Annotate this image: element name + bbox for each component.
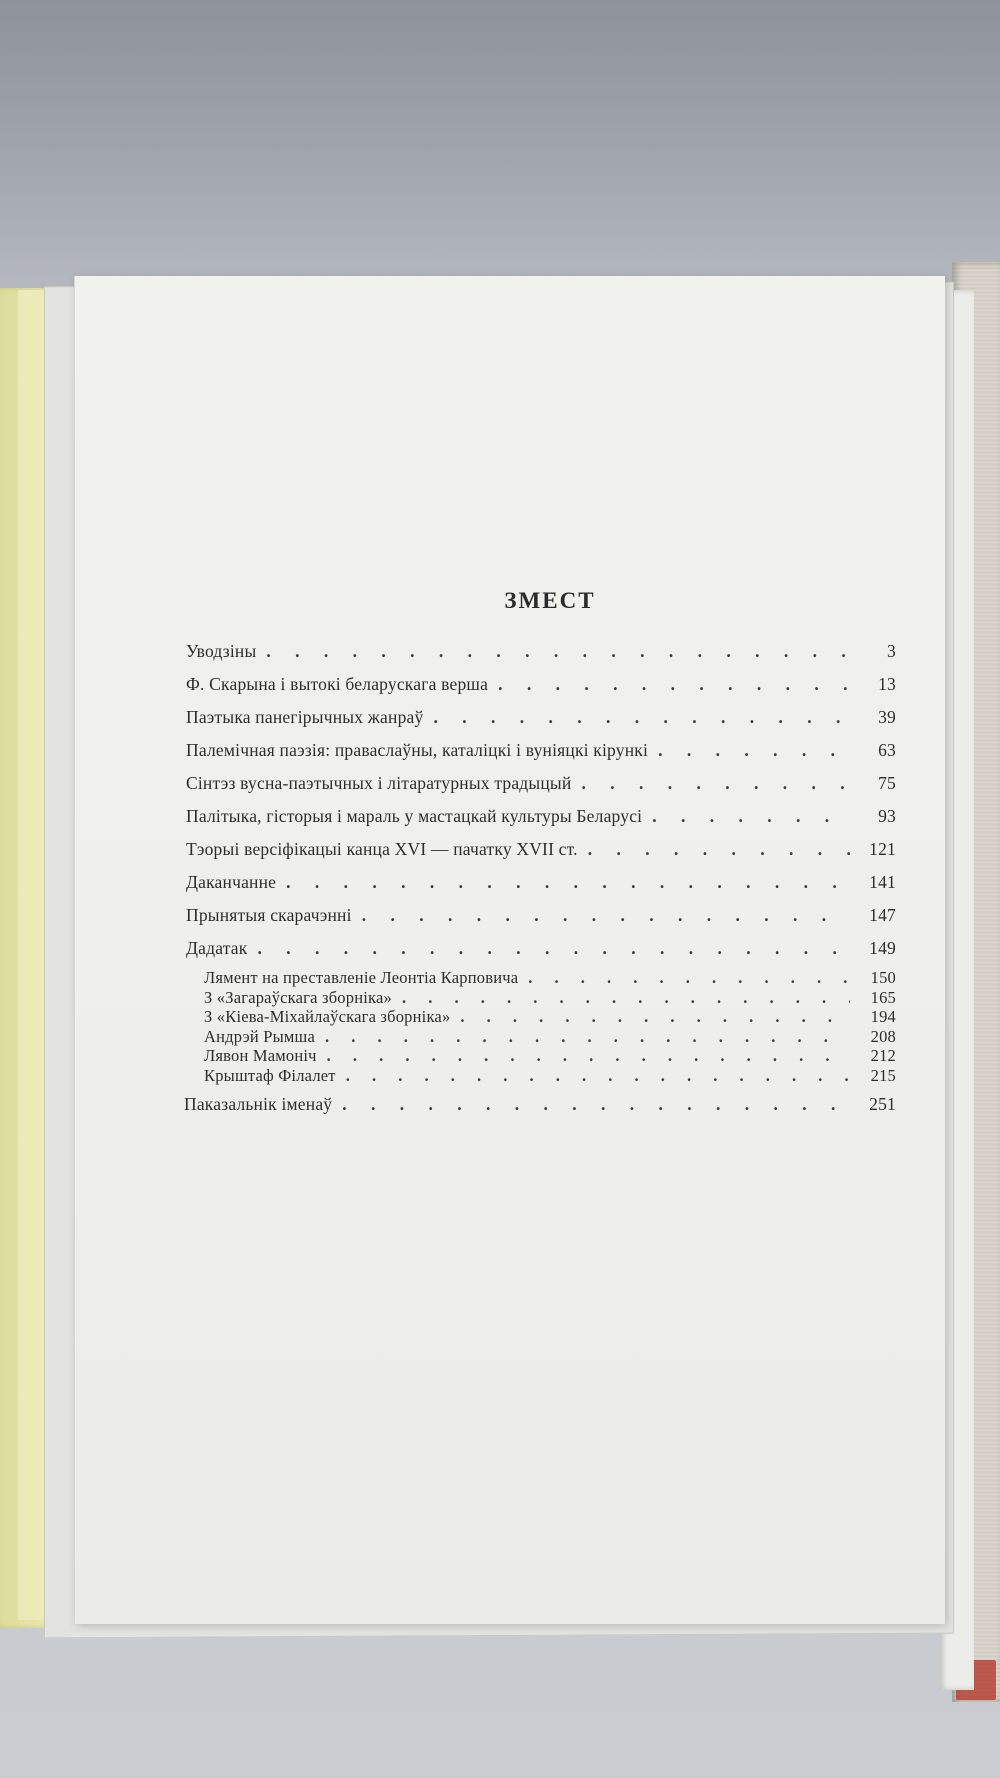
toc-entry-page: 93	[878, 806, 896, 826]
toc-entry-index	[184, 1093, 896, 1116]
toc-leader-dots	[266, 640, 850, 663]
toc-entry-title: Даканчанне	[186, 872, 277, 892]
toc-leader-dots	[652, 805, 850, 828]
toc-entry	[186, 706, 896, 729]
toc-leader-dots	[581, 772, 850, 795]
toc-entry	[186, 838, 896, 861]
table-of-contents	[186, 640, 896, 1126]
toc-entry-title: Прынятыя скарачэнні	[186, 905, 352, 925]
appendix-entry-title: Лявон Мамоніч	[204, 1046, 317, 1065]
toc-leader-dots	[460, 1007, 850, 1027]
toc-entry-title: Тэорыі версіфікацыі канца XVI — пачатку XVII ст.	[186, 839, 578, 859]
toc-entry-page: 121	[869, 839, 896, 859]
toc-entry-title: Дадатак	[186, 938, 248, 958]
toc-entry-title: Палітыка, гісторыя і мараль у мастацкай культуры Беларусі	[186, 806, 643, 826]
toc-entry-page: 75	[878, 773, 896, 793]
toc-entry-title: Ф. Скарына і вытокі беларускага верша	[186, 674, 489, 694]
toc-leader-dots	[658, 739, 850, 762]
background-surface	[0, 0, 1000, 300]
toc-leader-dots	[342, 1093, 850, 1116]
toc-entry	[186, 772, 896, 795]
toc-entry-title: Уводзіны	[186, 641, 257, 661]
toc-leader-dots	[325, 1027, 850, 1047]
toc-leader-dots	[327, 1046, 850, 1066]
toc-leader-dots	[346, 1066, 850, 1086]
appendix-entry-title: Крыштаф Філалет	[204, 1065, 336, 1085]
appendix-entry-title: З «Кіева-Міхайлаўскага зборніка»	[204, 1007, 451, 1026]
toc-entry	[186, 640, 896, 663]
toc-entry	[186, 871, 896, 894]
toc-entry	[186, 904, 896, 927]
toc-leader-dots	[257, 937, 850, 960]
toc-entry	[186, 937, 896, 960]
appendix-list	[186, 968, 896, 1085]
toc-entry-page: 147	[869, 905, 896, 925]
toc-entry-page: 13	[878, 674, 896, 694]
appendix-entry-page: 208	[870, 1026, 896, 1046]
toc-entry-page: 3	[887, 641, 896, 661]
toc-heading: ЗМЕСТ	[504, 588, 596, 613]
appendix-entry	[204, 1007, 896, 1027]
appendix-entry-page: 212	[870, 1046, 896, 1065]
toc-leader-dots	[528, 968, 850, 988]
toc-entry-page: 63	[878, 740, 896, 760]
toc-entry-title: Палемічная паэзія: праваслаўны, каталіцкі і вуніяцкі кірункі	[186, 740, 649, 760]
toc-entry-page: 141	[869, 872, 896, 892]
toc-entry-page: 251	[869, 1094, 896, 1114]
toc-entry	[186, 805, 896, 828]
appendix-entry-page: 150	[870, 968, 896, 987]
toc-leader-dots	[498, 673, 850, 696]
toc-leader-dots	[402, 988, 850, 1008]
toc-entry	[186, 673, 896, 696]
appendix-entry	[204, 1027, 896, 1047]
appendix-entry-title: З «Загараўскага зборніка»	[204, 987, 392, 1007]
appendix-entry-page: 215	[870, 1065, 896, 1085]
appendix-entry	[204, 968, 896, 988]
toc-entry	[186, 739, 896, 762]
toc-entry-title: Паэтыка панегірычных жанраў	[186, 707, 424, 727]
toc-leader-dots	[588, 838, 850, 861]
appendix-entry	[204, 1046, 896, 1066]
appendix-entry	[204, 988, 896, 1008]
toc-entry-page: 39	[878, 707, 896, 727]
appendix-entry-title: Андрэй Рымша	[204, 1026, 315, 1046]
toc-entry-page: 149	[869, 938, 896, 958]
toc-entry-title: Паказальнік іменаў	[184, 1094, 333, 1114]
toc-leader-dots	[433, 706, 850, 729]
toc-leader-dots	[362, 904, 850, 927]
appendix-entry-title: Лямент на преставленіе Леонтіа Карповича	[204, 968, 519, 987]
appendix-entry-page: 194	[870, 1007, 896, 1026]
toc-leader-dots	[286, 871, 850, 894]
appendix-entry	[204, 1066, 896, 1086]
toc-entry-title: Сінтэз вусна-паэтычных і літаратурных традыцый	[186, 773, 572, 793]
appendix-entry-page: 165	[870, 987, 896, 1007]
